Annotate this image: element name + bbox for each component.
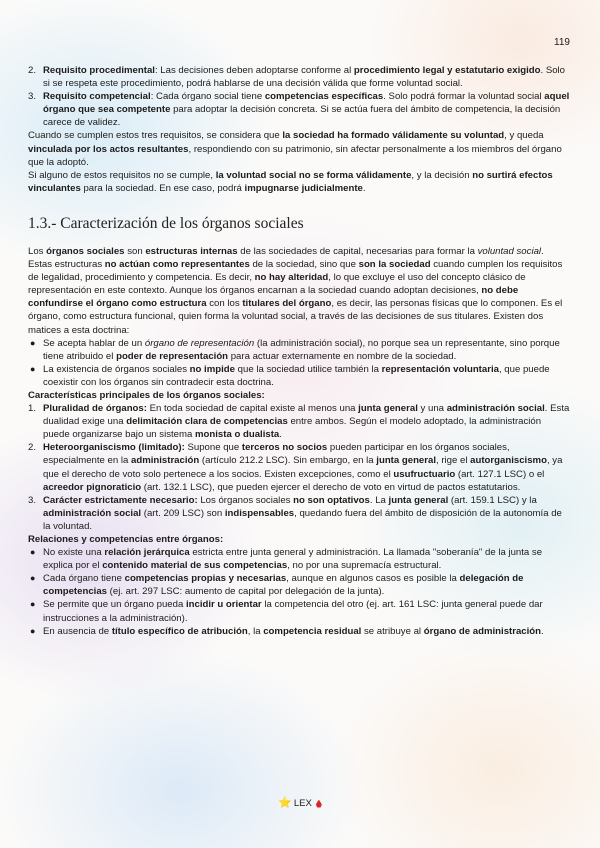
- text-run: Los: [28, 245, 47, 257]
- item-number: 1.: [28, 403, 37, 415]
- text-run: de la sociedad, sino que: [249, 259, 359, 271]
- text-run: aquel órgano que sea competente: [43, 91, 570, 116]
- text-run: , es decir, las personas físicas que lo componen. Es el órgano, como estructura funcional, quien forma la voluntad social, a través de las decisiones de sus titulares. Existen dos matices a esta doctrina:: [28, 298, 563, 336]
- paragraph-voluntad-valida: [28, 129, 570, 168]
- text-run: son: [124, 245, 146, 257]
- text-run: En toda sociedad de capital existe al menos una: [146, 403, 359, 415]
- text-run: acreedor pignoraticio: [43, 481, 142, 493]
- text-run: (artículo 212.2 LSC). Sin embargo, en la: [199, 455, 377, 467]
- star-icon: ⭐: [278, 797, 292, 809]
- text-run: de las sociedades de capital, necesarias para formar la: [237, 245, 478, 257]
- footer-logo: [0, 797, 600, 810]
- bullet-item: [28, 546, 570, 572]
- text-run: En ausencia de: [43, 625, 112, 637]
- text-run: : Cada órgano social tiene: [150, 91, 265, 103]
- text-run: no hay alteridad: [254, 272, 329, 284]
- text-run: indispensables: [224, 507, 295, 519]
- requirements-list: [28, 64, 570, 129]
- text-run: delimitación clara de competencias: [126, 416, 288, 428]
- text-run: , aunque en algunos casos es posible la: [286, 573, 460, 585]
- text-run: cuando cumplen los requisitos de legalidad, procedimiento y competencia. Es decir,: [28, 259, 563, 284]
- bullet-item: [28, 598, 570, 624]
- text-run: la competencia del otro (ej. art. 161 LSC: junta general puede dar instrucciones a la administración).: [43, 599, 543, 624]
- text-run: Cada órgano tiene: [43, 573, 125, 585]
- bullet-item: [28, 625, 570, 638]
- text-run: , rige el: [436, 455, 471, 467]
- text-run: (art. 127.1 LSC) o el: [455, 468, 545, 480]
- text-run: competencias propias y necesarias: [124, 573, 287, 585]
- text-run: , no por una supremacía estructural.: [287, 560, 442, 572]
- text-run: Requisito procedimental: [43, 65, 155, 76]
- numbered-item: [28, 441, 570, 493]
- text-run: no debe confundirse el órgano como estructura: [28, 285, 519, 310]
- text-run: administración: [131, 455, 200, 467]
- text-run: la sociedad ha formado válidamente su voluntad: [282, 130, 505, 142]
- text-run: .: [362, 182, 366, 194]
- paragraph-voluntad-invalida: [28, 169, 570, 195]
- text-run: incidir u orientar: [185, 599, 262, 611]
- bullet-item: [28, 363, 570, 389]
- text-run: Los órganos sociales: [197, 494, 294, 506]
- text-run: relación jerárquica: [104, 547, 190, 559]
- bullet-icon: ●: [30, 363, 36, 374]
- text-run: La existencia de órganos sociales: [43, 363, 190, 375]
- text-run: no impide: [189, 363, 235, 375]
- text-run: para actuar externamente en nombre de la sociedad.: [228, 350, 457, 362]
- bullet-icon: ●: [30, 599, 36, 610]
- bullet-icon: ●: [30, 337, 36, 348]
- text-run: para la sociedad. En ese caso, podrá: [80, 182, 245, 194]
- text-run: voluntad social: [477, 245, 542, 257]
- numbered-item: [28, 494, 570, 533]
- text-run: no son optativos: [293, 494, 370, 506]
- relations-bullets: [28, 546, 570, 638]
- text-run: estricta entre junta general y administración. La llamada "soberanía" de la junta se explica por el: [43, 547, 543, 572]
- text-run: monista o dualista: [195, 429, 280, 441]
- item-number: 3.: [28, 494, 37, 506]
- text-run: procedimiento legal y estatutario exigido: [353, 65, 541, 76]
- footer-brand: LEX: [293, 798, 312, 809]
- text-run: que la sociedad utilice también la: [234, 363, 382, 375]
- text-run: , que puede coexistir con los órganos sin contradecir esta doctrina.: [43, 363, 550, 388]
- item-number: 3.: [28, 91, 37, 103]
- text-run: contenido material de sus competencias: [102, 560, 288, 572]
- text-run: título específico de atribución: [111, 625, 248, 637]
- text-run: (art. 132.1 LSC), que pueden ejercer el derecho de voto en virtud de pactos estatutarios.: [141, 481, 521, 493]
- text-run: administración social: [43, 507, 142, 519]
- text-run: , y queda: [504, 130, 544, 142]
- text-run: junta general: [388, 494, 449, 506]
- text-run: delegación de competencias: [43, 573, 524, 598]
- doctrine-bullets: [28, 337, 570, 389]
- text-run: terceros no socios: [241, 442, 328, 454]
- bullet-item: [28, 337, 570, 363]
- text-run: Si alguno de estos requisitos no se cumple,: [28, 169, 216, 181]
- text-run: . Solo si se respeta este procedimiento, podrá hablarse de una decisión válida que forme voluntad social.: [43, 65, 566, 90]
- text-run: (art. 159.1 LSC) y la: [448, 494, 537, 506]
- text-run: representación voluntaria: [381, 363, 499, 375]
- text-run: y una: [417, 403, 447, 415]
- subhead-caracteristicas: Características principales de los órganos sociales:: [28, 389, 265, 401]
- bullet-icon: ●: [30, 625, 36, 636]
- text-run: competencia residual: [263, 625, 362, 637]
- text-run: Se acepta hablar de un: [43, 337, 145, 349]
- text-run: autorganiscismo: [470, 455, 547, 467]
- item-number: 2.: [28, 442, 37, 454]
- text-run: para adoptar la decisión concreta. Si se actúa fuera del ámbito de competencia, la decisión carece de validez.: [43, 104, 561, 129]
- text-run: competencias específicas: [264, 91, 384, 103]
- text-run: , y la decisión: [411, 169, 473, 181]
- text-run: entre ambos. Según el modelo adoptado, la administración puede organizarse bajo un sistema: [43, 416, 542, 441]
- text-run: (la administración social), no porque sea un representante, sino porque tiene atribuido el: [43, 337, 560, 362]
- text-run: , respondiendo con su patrimonio, sin afectar personalmente a los miembros del órgano que la adoptó.: [28, 143, 562, 168]
- bullet-item: [28, 572, 570, 598]
- text-run: . Solo podrá formar la voluntad social: [383, 91, 545, 103]
- text-run: órgano de representación: [144, 337, 255, 349]
- text-run: estructuras internas: [145, 245, 238, 257]
- text-run: poder de representación: [116, 350, 229, 362]
- text-run: vinculada por los actos resultantes: [28, 143, 189, 155]
- numbered-item: [28, 90, 570, 129]
- bullet-icon: ●: [30, 573, 36, 584]
- text-run: pueden participar en los órganos sociales, especialmente en la: [43, 442, 510, 467]
- text-run: .: [541, 625, 544, 637]
- subhead-relaciones: Relaciones y competencias entre órganos:: [28, 534, 224, 545]
- text-run: junta general: [358, 403, 418, 415]
- numbered-item: [28, 64, 570, 90]
- paragraph-organos-sociales: [28, 245, 570, 337]
- text-run: , lo que excluye el uso del concepto clásico de representación en este contexto. Aunque los órganos encarnan a la sociedad cuando adoptan decisiones,: [28, 272, 526, 297]
- text-run: con los: [206, 298, 243, 310]
- text-run: : Las decisiones deben adoptarse conforme al: [154, 65, 354, 76]
- text-run: Requisito competencial: [43, 91, 151, 103]
- text-run: Cuando se cumplen estos tres requisitos, se considera que: [28, 130, 283, 142]
- text-run: son la sociedad: [358, 259, 431, 271]
- text-run: , la: [247, 625, 264, 637]
- text-run: no actúan como representantes: [104, 259, 250, 271]
- text-run: junta general: [376, 455, 437, 467]
- text-run: . Esta dualidad exige una: [43, 403, 570, 428]
- numbered-item: [28, 402, 570, 441]
- bullet-icon: ●: [30, 547, 36, 558]
- text-run: no surtirá efectos vinculantes: [28, 169, 553, 194]
- text-run: la voluntad social no se forma válidamente: [215, 169, 412, 181]
- text-run: No existe una: [43, 547, 105, 559]
- text-run: órganos sociales: [46, 245, 125, 257]
- section-title: 1.3.- Caracterización de los órganos sociales: [28, 214, 304, 232]
- document-body: [28, 64, 570, 638]
- text-run: , ya que el derecho de voto solo pertenece a los socios. Existen excepciones, como el: [43, 455, 563, 480]
- text-run: Heteroorganiscismo (limitado):: [43, 442, 185, 454]
- item-number: 2.: [28, 65, 37, 76]
- text-run: . La: [369, 494, 389, 506]
- text-run: órgano de administración: [423, 625, 542, 637]
- text-run: administración social: [446, 403, 545, 415]
- text-run: usufructuario: [393, 468, 456, 480]
- text-run: .: [279, 429, 282, 441]
- text-run: Pluralidad de órganos:: [43, 403, 147, 415]
- text-run: Se permite que un órgano pueda: [43, 599, 186, 611]
- page-number: 119: [554, 37, 570, 48]
- text-run: Supone que: [184, 442, 242, 454]
- drop-icon: [316, 800, 322, 808]
- text-run: (art. 209 LSC) son: [141, 507, 225, 519]
- text-run: (ej. art. 297 LSC: aumento de capital por delegación de la junta).: [107, 586, 385, 598]
- text-run: . Estas estructuras: [28, 245, 544, 271]
- text-run: impugnarse judicialmente: [244, 182, 363, 194]
- text-run: , quedando fuera del ámbito de disposición de la autonomía de la voluntad.: [43, 507, 562, 532]
- text-run: Carácter estrictamente necesario:: [43, 494, 198, 506]
- text-run: titulares del órgano: [242, 298, 332, 310]
- text-run: se atribuye al: [361, 625, 424, 637]
- characteristics-list: [28, 402, 570, 533]
